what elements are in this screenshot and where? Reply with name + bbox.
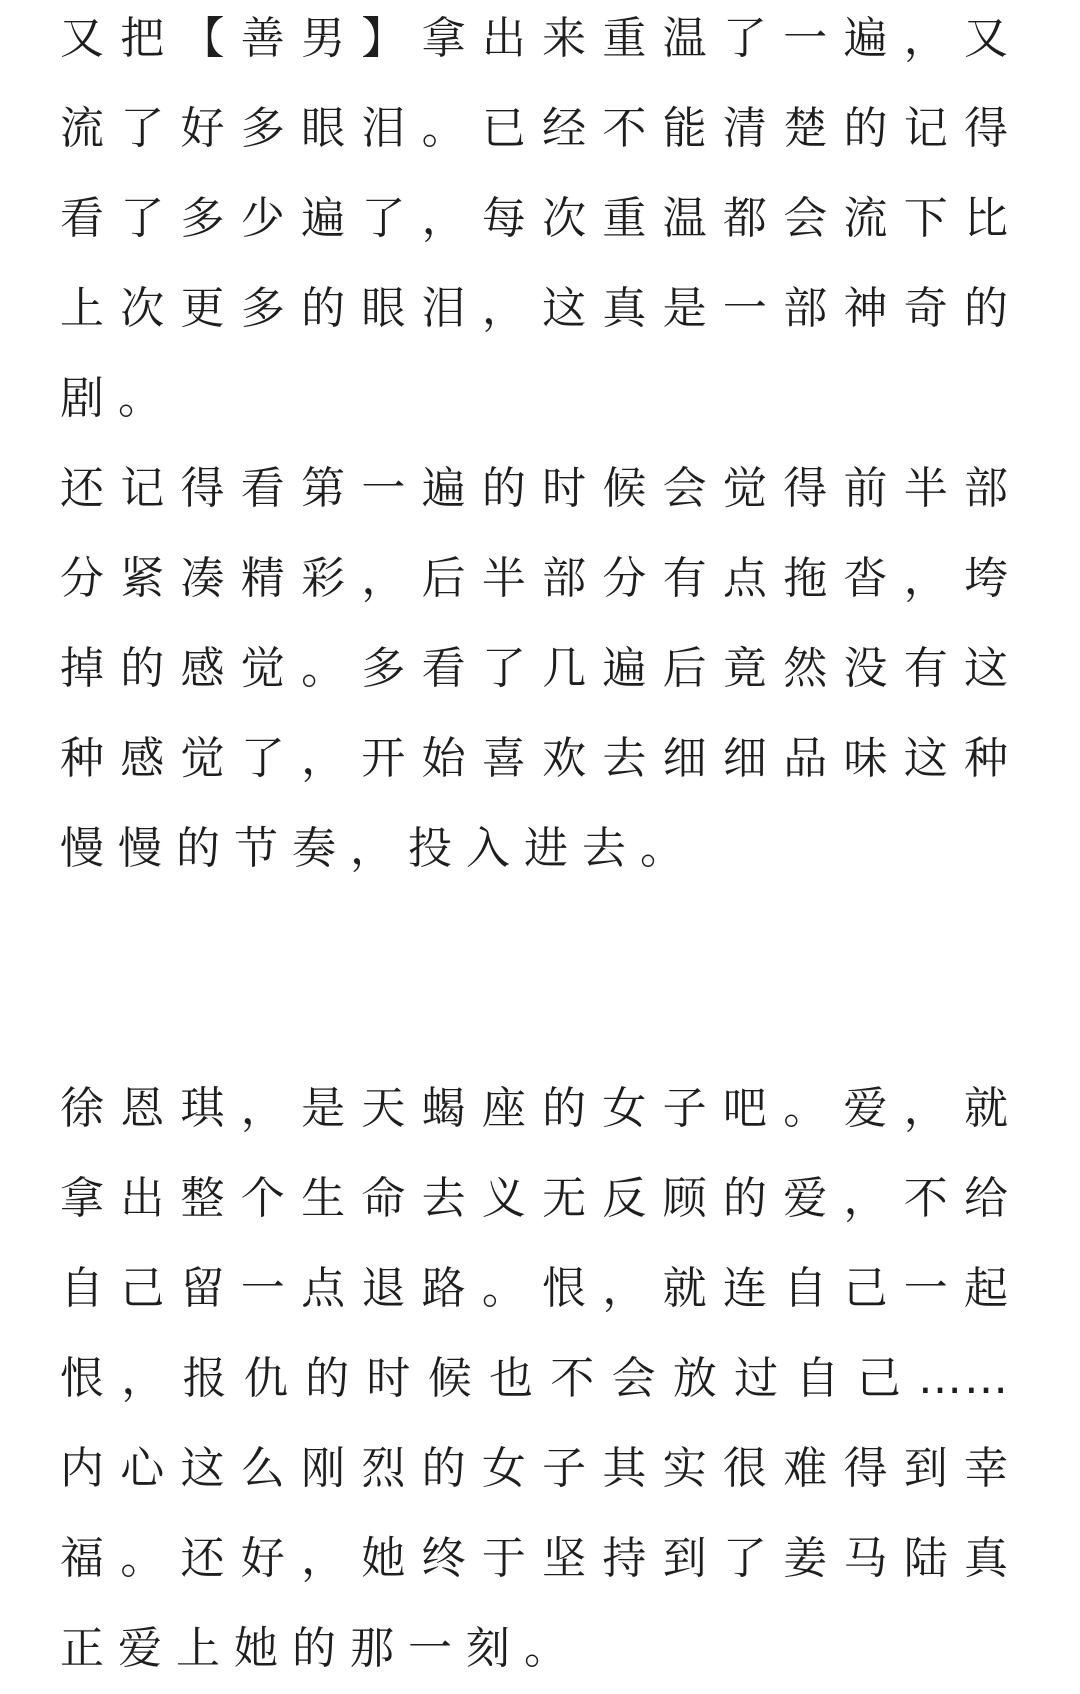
text-line: 恨，报仇的时候也不会放过自己…… xyxy=(60,1353,1010,1404)
text-line: 掉的感觉。多看了几遍后竟然没有这 xyxy=(60,643,1010,694)
text-line: 流了好多眼泪。已经不能清楚的记得 xyxy=(60,103,1010,154)
text-line: 上次更多的眼泪，这真是一部神奇的 xyxy=(60,283,1010,334)
text-line: 分紧凑精彩，后半部分有点拖沓，垮 xyxy=(60,553,1010,604)
text-line: 种感觉了，开始喜欢去细细品味这种 xyxy=(60,733,1010,784)
text-line: 慢慢的节奏，投入进去。 xyxy=(60,823,698,874)
paragraph-1 xyxy=(60,0,1010,444)
text-line: 正爱上她的那一刻。 xyxy=(60,1623,582,1674)
text-line: 徐恩琪，是天蝎座的女子吧。爱，就 xyxy=(60,1083,1010,1134)
text-line: 剧。 xyxy=(60,373,176,424)
text-line: 拿出整个生命去义无反顾的爱，不给 xyxy=(60,1173,1010,1224)
text-line: 又把【善男】拿出来重温了一遍，又 xyxy=(60,13,1010,64)
paragraph-3 xyxy=(60,1064,1010,1694)
text-line: 内心这么刚烈的女子其实很难得到幸 xyxy=(60,1443,1010,1494)
text-line: 看了多少遍了，每次重温都会流下比 xyxy=(60,193,1010,244)
text-line: 福。还好，她终于坚持到了姜马陆真 xyxy=(60,1533,1010,1584)
text-line: 自己留一点退路。恨，就连自己一起 xyxy=(60,1263,1010,1314)
text-line: 还记得看第一遍的时候会觉得前半部 xyxy=(60,463,1010,514)
paragraph-2 xyxy=(60,444,1010,894)
